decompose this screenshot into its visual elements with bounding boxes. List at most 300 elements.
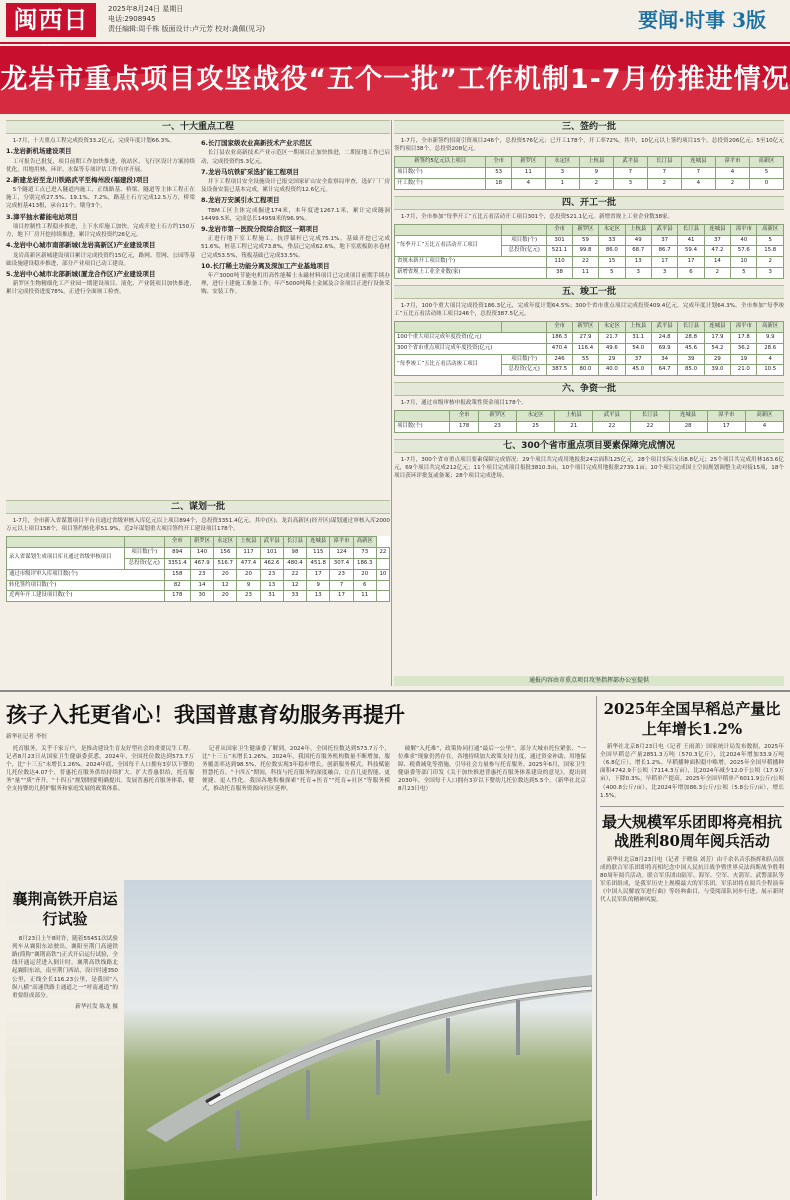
cell-value: 178 — [450, 422, 478, 433]
header-cell: 长汀县 — [631, 411, 669, 422]
section-guarantee — [394, 439, 784, 480]
cell-value: 124 — [330, 548, 353, 559]
cell-value: 4 — [745, 422, 783, 433]
section-signing — [394, 120, 784, 190]
item-title: 4.龙岩中心城市南部新城(龙岩高新区)产业建设项目 — [6, 241, 156, 250]
cell-value: 116.4 — [572, 343, 598, 354]
cell-value: 40 — [731, 235, 757, 246]
article-col-2: 记者从国家卫生健康委了解到，2024年，全国托位数达到573.7万个，比“十三五”末增长1.26%。2024年，我国托育服务机构数量不断增加，服务覆盖率达到98.5%，托位数实现3年稳步增长。创新服务模式，科技赋能智慧托育。“十四五”期间，科技与托育服务的深度融合，让育儿更智能、更便捷、更人性化。我国各地积极探索“托育+医育”“托育+社区”等服务模式，推动托育服务资源向社区延伸。 — [202, 745, 390, 793]
cell-value: 301 — [547, 235, 572, 246]
cell-value: 4 — [757, 354, 784, 365]
cell-value: 0 — [749, 178, 783, 189]
row-label: 项目数(个) — [124, 548, 164, 559]
cell-value: 23 — [260, 569, 283, 580]
cell-value: 521.1 — [547, 246, 572, 257]
section-key-projects — [6, 120, 390, 500]
section-intro: 1-7月，全市参加“每季开工”五比五看活动开工项目301个，总投资521.1亿元。新增省规上工业企业数38家。 — [400, 213, 674, 220]
column-divider — [391, 120, 392, 686]
section-head: 七、300个省市重点项目要素保障完成情况 — [394, 439, 784, 453]
header-cell: 上杭县 — [555, 411, 593, 422]
cell-value: 101 — [260, 548, 283, 559]
cell-value: 17 — [330, 591, 353, 602]
cell-value: 2 — [757, 257, 784, 268]
table-row — [395, 235, 784, 246]
cell-value: 20 — [214, 569, 237, 580]
item-text: 年产3000吨节能电机用高性能稀土永磁材料项目已完成项目前期手续办理，进行土建施工准备工作；年产5000吨稀土金属及合金项目正进行设备采购、安装工作。 — [201, 273, 390, 296]
cell-value: 2 — [579, 178, 613, 189]
photo-caption — [6, 880, 124, 1200]
cell-value: 86.7 — [651, 246, 677, 257]
row-group: 新增省规上工业企业数(家) — [395, 268, 547, 279]
cell-value: 5 — [749, 168, 783, 179]
photo-credit: 新华社发 陈龙 摄 — [75, 1003, 118, 1010]
section-intro: 1-7月，全市新签约招商引资项目246个，总投资576亿元；已开工178个，开工率72%。其中，10亿元以上签约项目15个，总投资206亿元；5至10亿元签约项目38个，总投资208亿元。 — [394, 138, 784, 153]
table-row — [7, 548, 390, 559]
red-rule — [0, 42, 790, 44]
header-cell: 长汀县 — [678, 322, 704, 333]
cell-value: 99.8 — [572, 246, 598, 257]
cell-value: 3 — [651, 268, 677, 279]
cell-value: 98 — [283, 548, 306, 559]
cell-value: 33 — [599, 235, 625, 246]
cell-value: 开工数(个) — [395, 178, 486, 189]
headline-banner — [0, 46, 790, 114]
cell-value: 22 — [631, 422, 669, 433]
cell-value: 45.6 — [678, 343, 704, 354]
cell-value: 28.8 — [678, 333, 704, 344]
cell-value: 17 — [307, 569, 330, 580]
cell-value: 22 — [283, 569, 306, 580]
header-cell: 永定区 — [214, 537, 237, 548]
section-intro: 1-7月，通过市级审核申报政策性资金项目178个。 — [400, 400, 527, 407]
cell-value: 45.0 — [625, 365, 651, 376]
cell-value: 25 — [516, 422, 554, 433]
item-text: 长汀县农业高新技术产业示范区一期项目正加快推进，二期征地工作已启动，完成投资约5.3亿元。 — [201, 150, 390, 165]
cell-value: 156 — [214, 548, 237, 559]
header-cell: 连城县 — [681, 157, 715, 168]
cell-value: 3351.4 — [164, 558, 190, 569]
header-cell: 上杭县 — [237, 537, 260, 548]
header-cell: 高新区 — [757, 322, 784, 333]
cell-value: 28 — [669, 422, 707, 433]
cell-value: 10.5 — [757, 365, 784, 376]
header-cell: 永定区 — [545, 157, 579, 168]
header-cell: 连城县 — [704, 224, 730, 235]
key-project-list — [6, 147, 195, 296]
cell-value: 3 — [757, 268, 784, 279]
section-head: 五、竣工一批 — [394, 285, 784, 299]
header-cell: 永定区 — [599, 322, 625, 333]
item-text: 井下工程项目安全设施设计已报交国家矿山安全监察局审查，选矿厂厂房及设备安装已基本完成，累计完成投资约12.6亿元。 — [201, 179, 390, 194]
item-title: 2.新建龙岩至龙川铁路武平至梅州段(福建段)项目 — [6, 175, 149, 184]
cell-value: 21.0 — [731, 365, 757, 376]
header-cell: 长汀县 — [283, 537, 306, 548]
cell-value: 21.7 — [599, 333, 625, 344]
table-row — [7, 591, 390, 602]
cell-value: 59 — [572, 235, 598, 246]
article-author: 新华社记者 李恒 — [6, 734, 47, 741]
header-cell: 永定区 — [516, 411, 554, 422]
cell-value: 11 — [572, 268, 598, 279]
signing-table — [394, 156, 784, 189]
row-label: 总投资(亿元) — [124, 558, 164, 569]
header-cell: 漳平市 — [330, 537, 353, 548]
cell-value: 33 — [283, 591, 306, 602]
cell-value: 17.9 — [704, 333, 730, 344]
planning-table — [6, 536, 390, 602]
header-cell: 上杭县 — [625, 224, 651, 235]
table-row — [395, 178, 784, 189]
cell-value: 14 — [190, 580, 213, 591]
table-row — [395, 422, 784, 433]
section-intro: 1-7月，300个省市重点项目要素保障完成情况：29个项目共完成用地报批24宗面积125亿元，28个项目实际支出8.8亿元；25个项目共完成用林163.6亿元，69个项目共完成212亿元；11个项目完成项目报批3810.3亩，10个项目完成用地报批2739.1亩；10个项目完成国土空间规划调整主动对接15项，18个项目获环评批复或备案；28个项目完成进场。 — [394, 457, 784, 480]
cell-value: 54.2 — [704, 343, 730, 354]
cell-value: 451.8 — [307, 558, 330, 569]
header-cell — [395, 322, 502, 333]
cell-value: 22 — [593, 422, 631, 433]
cell-value: 480.4 — [283, 558, 306, 569]
cell-value: 23 — [190, 569, 213, 580]
header-cell: 武平县 — [651, 322, 677, 333]
cell-value: 7 — [613, 168, 647, 179]
section-head: 三、签约一批 — [394, 120, 784, 134]
article-col-1: 托育服务，关乎千家万户，是推动建设生育友好型社会的重要民生工程。记者8月23日从国家卫生健康委获悉，2024年，全国托位数达到573.7万个，比“十三五”末增长1.26%。2024年底，全国每千人口拥有3岁以下婴幼儿托位数达4.07个，普惠托育服务供给持续扩大。扩大普惠供给，托育服务“量”“质”齐升。“十四五”规划纲要明确提出，发展普惠托育服务体系，健全支持婴幼儿照护服务和家庭发展的政策体系。 — [6, 745, 194, 793]
item-text: TBM工区主体完成掘进174米，本年度进1267.1米，累计完成隧洞14499.5米，完成总长14959米的96.9%。 — [201, 207, 390, 222]
table-row — [395, 343, 784, 354]
cell-value: 12 — [283, 580, 306, 591]
header-cell: 上杭县 — [625, 322, 651, 333]
header-cell — [502, 322, 547, 333]
cell-value: 13 — [307, 591, 330, 602]
cell-value: 59.4 — [678, 246, 704, 257]
section-intro: 1-7月，十大重点工程完成投资33.2亿元，完成年度计划66.3%。 — [12, 138, 176, 144]
row-label: 项目数(个) — [502, 235, 547, 246]
cell-value: 3 — [613, 178, 647, 189]
cell-value: 41 — [678, 235, 704, 246]
table-row — [395, 257, 784, 268]
cell-value: 49.6 — [599, 343, 625, 354]
item-title: 8.龙岩万安溪引水工程项目 — [201, 196, 280, 205]
header-cell: 永定区 — [599, 224, 625, 235]
cell-value: 1 — [545, 178, 579, 189]
header-cell: 新签约5亿元以上项目 — [395, 157, 486, 168]
complete-table — [394, 321, 784, 376]
cell-value: 20 — [353, 569, 376, 580]
cell-value: 21 — [555, 422, 593, 433]
cell-value: 36.2 — [731, 343, 757, 354]
cell-value: 17 — [707, 422, 745, 433]
cell-value: 68.7 — [625, 246, 651, 257]
cell-value: 38 — [547, 268, 572, 279]
issue-date: 2025年8月24日 星期日 — [108, 5, 184, 13]
cell-value: 13 — [260, 580, 283, 591]
cell-value: 140 — [190, 548, 213, 559]
header-cell: 漳平市 — [731, 224, 757, 235]
row-group: 近两年开工建设项目数(个) — [7, 591, 165, 602]
editors: 责任编辑:周千株 版面设计:卢元芳 校对:龚佩(见习) — [108, 25, 265, 33]
cell-value: 5 — [599, 268, 625, 279]
item-text: 工可报告已批复，项目前期工作加快推进，航站区、飞行区设计方案持续优化，用地用林、环评、水保等专项评估工作有序开展。 — [6, 158, 195, 173]
cell-value — [376, 558, 389, 569]
header-cell — [502, 224, 547, 235]
section-body — [6, 137, 390, 296]
cell-value: 7 — [647, 168, 681, 179]
cell-value: 477.4 — [237, 558, 260, 569]
cell-value: 5 — [757, 235, 784, 246]
row-group: 100个重大项目完成年度投资(亿元) — [395, 333, 547, 344]
page-divider — [0, 690, 790, 692]
cell-value — [376, 591, 389, 602]
header-cell: 新罗区 — [572, 224, 598, 235]
right-sections — [394, 120, 784, 676]
cell-value: 15 — [599, 257, 625, 268]
header-cell: 全市 — [486, 157, 511, 168]
row-group: 转化签约项目数(个) — [7, 580, 165, 591]
section-head: 六、争资一批 — [394, 382, 784, 396]
article-col-3: 破解“入托难”，政策协同打通“最后一公里”。部分大城市托位紧张、“一位难求”现象仍然存在，各地持续加大政策支持力度，通过资金补助、用地保障、税费减免等措施，引导社会力量参与托育服务。2025年6月，国家卫生健康委等部门印发《关于加快推进普惠托育服务体系建设的意见》，提出到2030年，全国每千人口拥有3岁以下婴幼儿托位数达到5.5个。（新华社北京8月23日电） — [398, 745, 586, 793]
cell-value — [376, 580, 389, 591]
table-row — [395, 168, 784, 179]
cell-value: 20 — [214, 591, 237, 602]
cell-value: 30 — [190, 591, 213, 602]
header-cell: 武平县 — [651, 224, 677, 235]
cell-value: 15.8 — [757, 246, 784, 257]
cell-value: 64.7 — [651, 365, 677, 376]
cell-value: 37 — [625, 354, 651, 365]
cell-value: 2 — [647, 178, 681, 189]
cell-value: 2 — [715, 178, 749, 189]
newspaper-logo: 闽西日 — [6, 3, 96, 37]
item-title: 6.长汀国家级农业高新技术产业示范区 — [201, 139, 312, 147]
cell-value: 85.0 — [678, 365, 704, 376]
section-label — [638, 6, 766, 35]
header-cell: 新罗区 — [478, 411, 516, 422]
cell-value: 894 — [164, 548, 190, 559]
photo-title: 襄荆高铁开启运行试验 — [12, 890, 118, 928]
source-note: 通报内容由市重点项目攻坚指挥部办公室提供 — [394, 676, 784, 686]
section-complete — [394, 285, 784, 376]
cell-value: 115 — [307, 548, 330, 559]
cell-value: 10 — [376, 569, 389, 580]
funding-table — [394, 410, 784, 433]
cell-value: 117 — [237, 548, 260, 559]
section-head: 四、开工一批 — [394, 196, 784, 210]
item-title: 5.龙岩中心城市北部新城(厦龙合作区)产业建设项目 — [6, 269, 156, 278]
cell-value: 6 — [678, 268, 704, 279]
row-label: 总投资(亿元) — [502, 246, 547, 257]
cell-value: 9 — [307, 580, 330, 591]
cell-value: 27.9 — [572, 333, 598, 344]
cell-value: 110 — [547, 257, 572, 268]
header-cell: 连城县 — [704, 322, 730, 333]
cell-value: 3 — [545, 168, 579, 179]
cell-value: 项目数(个) — [395, 422, 450, 433]
header-cell — [124, 537, 164, 548]
header-cell: 漳平市 — [707, 411, 745, 422]
row-group: “每季开工”五比五看活动开工项目 — [395, 235, 502, 257]
cell-value: 246 — [547, 354, 572, 365]
header-cell: 全市 — [164, 537, 190, 548]
cell-value: 12 — [214, 580, 237, 591]
header-cell: 上杭县 — [579, 157, 613, 168]
row-group: 录入省谋划生成项目库且通过省级审核项目 — [7, 548, 125, 570]
cell-value: 23 — [237, 591, 260, 602]
section-start — [394, 196, 784, 279]
cell-value: 178 — [164, 591, 190, 602]
cell-value: 55 — [572, 354, 598, 365]
cell-value: 6 — [353, 580, 376, 591]
row-label: 项目数(个) — [502, 354, 547, 365]
cell-value: 23 — [478, 422, 516, 433]
header-cell: 长汀县 — [647, 157, 681, 168]
row-group: 通过市级评审入库项目数(个) — [7, 569, 165, 580]
cell-value: 19 — [731, 354, 757, 365]
section-head: 一、十大重点工程 — [6, 120, 390, 134]
cell-value: 31 — [260, 591, 283, 602]
header-cell: 长汀县 — [678, 224, 704, 235]
cell-value: 82 — [164, 580, 190, 591]
cell-value: 69.9 — [651, 343, 677, 354]
cell-value: 11 — [353, 591, 376, 602]
column-right — [201, 137, 390, 296]
cell-value: 4 — [715, 168, 749, 179]
header-cell: 全市 — [450, 411, 478, 422]
table-row — [395, 268, 784, 279]
table-row — [395, 333, 784, 344]
cell-value: 73 — [353, 548, 376, 559]
cell-value: 47.2 — [704, 246, 730, 257]
cell-value: 22 — [376, 548, 389, 559]
table-header-row — [395, 322, 784, 333]
cell-value: 470.4 — [547, 343, 572, 354]
cell-value: 20 — [237, 569, 260, 580]
header-cell: 全市 — [547, 224, 572, 235]
cell-value: 22 — [572, 257, 598, 268]
cell-value: 9.9 — [757, 333, 784, 344]
column-divider — [596, 696, 597, 1196]
cell-value: 31.1 — [625, 333, 651, 344]
header-cell: 高新区 — [749, 157, 783, 168]
cell-value: 53 — [486, 168, 511, 179]
section-funding — [394, 382, 784, 433]
cell-value: 39.0 — [704, 365, 730, 376]
cell-value: 54.0 — [625, 343, 651, 354]
cell-value: 516.7 — [214, 558, 237, 569]
cell-value: 17 — [651, 257, 677, 268]
header-cell: 高新区 — [745, 411, 783, 422]
header-cell: 高新区 — [353, 537, 376, 548]
cell-value: 2 — [704, 268, 730, 279]
cell-value: 387.5 — [547, 365, 572, 376]
cell-value: 17 — [678, 257, 704, 268]
masthead-info — [108, 4, 265, 34]
cell-value: 37 — [651, 235, 677, 246]
cell-value: 项目数(个) — [395, 168, 486, 179]
cell-value: 9 — [237, 580, 260, 591]
table-row — [395, 354, 784, 365]
table-header-row — [395, 224, 784, 235]
cell-value: 5 — [731, 268, 757, 279]
header-cell: 连城县 — [307, 537, 330, 548]
item-text: 5个隧道工点已进入隧道内施工，正线路基、桥梁、隧道等主体工程正在施工，分别完成27.5%、19.1%、7.2%，路基土石方完成12.5万方，桥梁完成桩基413根，承台11个，墩身3个。 — [6, 187, 195, 210]
cell-value: 186.3 — [547, 333, 572, 344]
header-cell: 全市 — [547, 322, 572, 333]
header-cell: 漳平市 — [715, 157, 749, 168]
cell-value: 40.0 — [599, 365, 625, 376]
cell-value: 86.0 — [599, 246, 625, 257]
page-number: 3版 — [732, 8, 766, 32]
header-cell: 新罗区 — [572, 322, 598, 333]
article-title: 孩子入托更省心！我国普惠育幼服务再提升 — [6, 702, 405, 727]
cell-value: 28.6 — [757, 343, 784, 354]
header-cell: 高新区 — [757, 224, 784, 235]
column-left — [6, 137, 195, 296]
item-text: 项目控制性工程稳步推进，上下水库施工加快，完成开挖土石方约150万方，地下厂房开挖持续推进，累计完成投资约26亿元。 — [6, 223, 195, 239]
cell-value: 3 — [625, 268, 651, 279]
cell-value: 4 — [511, 178, 545, 189]
header-cell: 武平县 — [613, 157, 647, 168]
article-title: 最大规模军乐团即将亮相抗战胜利80周年阅兵活动 — [601, 812, 782, 851]
cell-value: 13 — [625, 257, 651, 268]
cell-value: 9 — [579, 168, 613, 179]
cell-value: 29 — [599, 354, 625, 365]
item-text: 龙岩高新区新城建设项目累计完成投资约15亿元，路网、管网、公园等基础设施建设稳步推进，部分产业项目已动工建设。 — [6, 252, 195, 267]
article-text: 新华社北京8月23日电（记者 于晓泉 刘芳）由千余名音乐指挥和队员组成的联合军乐团即将亮相纪念中国人民抗日战争暨世界反法西斯战争胜利80周年阅兵活动。联合军乐团由陆军、海军、空军、火箭军、武警部队等军乐团组成，是我军历史上规模最大的军乐团。军乐团将在阅兵全程演奏《中国人民解放军进行曲》等经典曲目，与受阅部队同步行进，展示新时代人民军队的精神风貌。 — [600, 856, 784, 904]
row-group: 省规未新开工项目数(个) — [395, 257, 547, 268]
headline: 龙岩市重点项目攻坚战役“五个一批”工作机制1-7月份推进情况 — [0, 64, 790, 95]
item-title: 1.龙岩新机场建设项目 — [6, 147, 72, 156]
article-text: 新华社北京8月23日电（记者 王雨萧）国家统计局发布数据，2025年全国早稻总产量2851.3万吨（570.3亿斤），比2024年增加33.9万吨（6.8亿斤），增长1.2%。早稻播种面积稳中略增。2025年全国早稻播种面积4742.9千公顷（7114.3万亩），比2024年减少12.0千公顷（17.9万亩），下降0.3%。早稻单产提高。2025年全国早稻单产6011.9公斤/公顷（400.8公斤/亩），比2024年增加86.3公斤/公顷（5.8公斤/亩），增长1.5%。 — [600, 744, 784, 799]
cell-value: 307.4 — [330, 558, 353, 569]
cell-value: 4 — [681, 178, 715, 189]
cell-value: 24.8 — [651, 333, 677, 344]
cell-value: 29 — [704, 354, 730, 365]
cell-value: 158 — [164, 569, 190, 580]
cell-value: 14 — [704, 257, 730, 268]
section-intro: 1-7月，全市新入省谋划项目平台且通过省级审核入库亿元以上项目894个，总投资3351.4亿元。其中(区)、龙岩高新区(经开区)谋划通过审核入库2000万元以上项目158个，项目签约转化率51.9%，近2年谋划重大项目签约开工建设项目178个。 — [6, 518, 390, 533]
cell-value: 37 — [704, 235, 730, 246]
start-table — [394, 224, 784, 279]
section-name: 要闻·时事 — [638, 8, 726, 32]
header-cell: 新罗区 — [511, 157, 545, 168]
article-body — [6, 745, 592, 794]
cell-value: 7 — [681, 168, 715, 179]
phone: 电话:2908945 — [108, 15, 156, 23]
item-text: 新罗区生物精细化工产业园一期建设项目、液化、产业链项目加快推进，累计完成投资进度78%，正进行全面竣工检查。 — [6, 281, 195, 296]
header-cell: 武平县 — [260, 537, 283, 548]
table-header-row — [395, 157, 784, 168]
item-title: 9.龙岩市第一医院分院综合院区一期项目 — [201, 224, 319, 233]
article-title: 2025年全国早稻总产量比上年增长1.2% — [603, 700, 781, 738]
cell-value: 10 — [731, 257, 757, 268]
item-text: 正进行地下室工程施工，抗浮锚杆已完成75.1%，基础开挖已完成51.6%，桩基工程已完成73.8%，垫层已完成62.6%，地下室底板防水卷材已完成53.5%，筏板基础已完成33.5%。 — [201, 236, 390, 259]
cell-value: 23 — [330, 569, 353, 580]
cell-value: 18 — [486, 178, 511, 189]
cell-value: 467.9 — [190, 558, 213, 569]
header-cell: 武平县 — [593, 411, 631, 422]
cell-value: 186.3 — [353, 558, 376, 569]
cell-value: 39 — [678, 354, 704, 365]
row-group: “每季竣工”五比五看活动竣工项目 — [395, 354, 502, 376]
row-group: 300个省市重点项目完成年度投资(亿元) — [395, 343, 547, 354]
article-childcare — [6, 700, 592, 878]
cell-value: 49 — [625, 235, 651, 246]
header-cell: 新罗区 — [190, 537, 213, 548]
cell-value: 17.8 — [731, 333, 757, 344]
cell-value: 57.6 — [731, 246, 757, 257]
cell-value: 462.6 — [260, 558, 283, 569]
table-header-row — [395, 411, 784, 422]
